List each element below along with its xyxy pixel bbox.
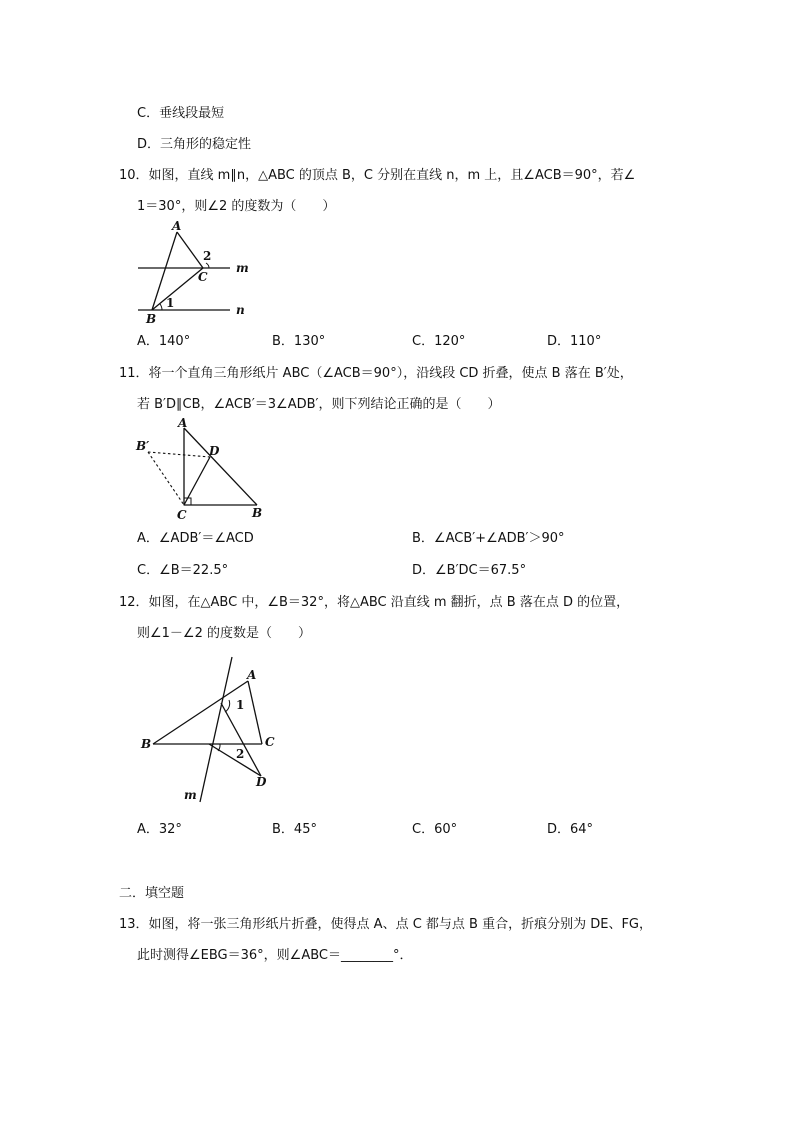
q10-stem-line2: 1＝30°，则∠2 的度数为（ ） [137,199,336,214]
q10-label-b: B [146,312,157,326]
q11-label-b: B [252,506,263,520]
q12-label-2: 2 [236,747,245,761]
q11-figure [130,415,270,525]
q10-option-d[interactable]: D．110° [547,334,602,349]
q12-option-b[interactable]: B．45° [272,822,317,837]
q11-label-a: A [178,416,188,430]
q12-label-m: m [184,788,197,802]
q10-label-m: m [236,261,249,275]
q10-angle-1-arc [160,304,162,310]
q12-fold-line-m [200,657,232,802]
q11-dashed-b-prime-d [148,452,210,457]
q12-folded-segment-2 [209,744,261,776]
q10-label-n: n [236,303,245,317]
q10-label-c: C [198,270,208,284]
q12-side-ba [153,681,248,744]
q11-side-ab [184,428,257,505]
q12-figure [135,652,285,804]
q11-stem-line1: 11．将一个直角三角形纸片 ABC（∠ACB＝90°），沿线段 CD 折叠，使点 B 落在 B′处， [119,366,633,381]
q10-label-2: 2 [203,249,212,263]
q12-option-c[interactable]: C．60° [412,822,458,837]
q12-option-a[interactable]: A．32° [137,822,182,837]
q10-angle-2-arc [206,263,209,268]
section-title-fill-in: 二．填空题 [119,886,185,901]
option-prev-d: D．三角形的稳定性 [137,137,252,152]
q12-label-1: 1 [236,698,245,712]
q11-label-c: C [177,508,187,522]
q11-label-d: D [209,444,220,458]
q12-angle-1-arc [225,700,230,712]
q12-label-b: B [141,737,152,751]
option-prev-c: C．垂线段最短 [137,106,225,121]
q12-stem-line1: 12．如图，在△ABC 中，∠B＝32°，将△ABC 沿直线 m 翻折，点 B 落在点 D 的位置， [119,595,630,610]
q10-side-bc [152,268,203,310]
q10-option-a[interactable]: A．140° [137,334,191,349]
q10-option-c[interactable]: C．120° [412,334,466,349]
q12-stem-line2: 则∠1－∠2 的度数是（ ） [137,626,311,641]
q10-option-b[interactable]: B．130° [272,334,326,349]
q10-side-ac [177,232,203,268]
q10-label-a: A [172,219,182,233]
q12-option-d[interactable]: D．64° [547,822,594,837]
q10-figure [130,218,260,328]
q13-stem-line1: 13．如图，将一张三角形纸片折叠，使得点 A、点 C 都与点 B 重合，折痕分别为 DE、FG， [119,917,653,932]
q12-label-d: D [256,775,267,789]
q11-dashed-b-prime-c [148,452,184,505]
q11-stem-line2: 若 B′D∥CB，∠ACB′＝3∠ADB′，则下列结论正确的是（ ） [137,397,501,412]
q11-option-c[interactable]: C．∠B＝22.5° [137,563,229,578]
q13-stem-line2: 此时测得∠EBG＝36°，则∠ABC＝________°． [137,948,413,963]
q12-label-a: A [247,668,257,682]
q11-label-b-prime: B′ [136,439,150,453]
q12-label-c: C [265,735,275,749]
q10-label-1: 1 [166,296,175,310]
q11-option-d[interactable]: D．∠B′DC＝67.5° [412,563,527,578]
q10-stem-line1: 10．如图，直线 m∥n，△ABC 的顶点 B，C 分别在直线 n，m 上，且∠ACB＝90°，若∠ [119,168,636,183]
q11-option-a[interactable]: A．∠ADB′＝∠ACD [137,531,254,546]
q12-side-ac [248,681,262,744]
q11-option-b[interactable]: B．∠ACB′+∠ADB′＞90° [412,531,565,546]
